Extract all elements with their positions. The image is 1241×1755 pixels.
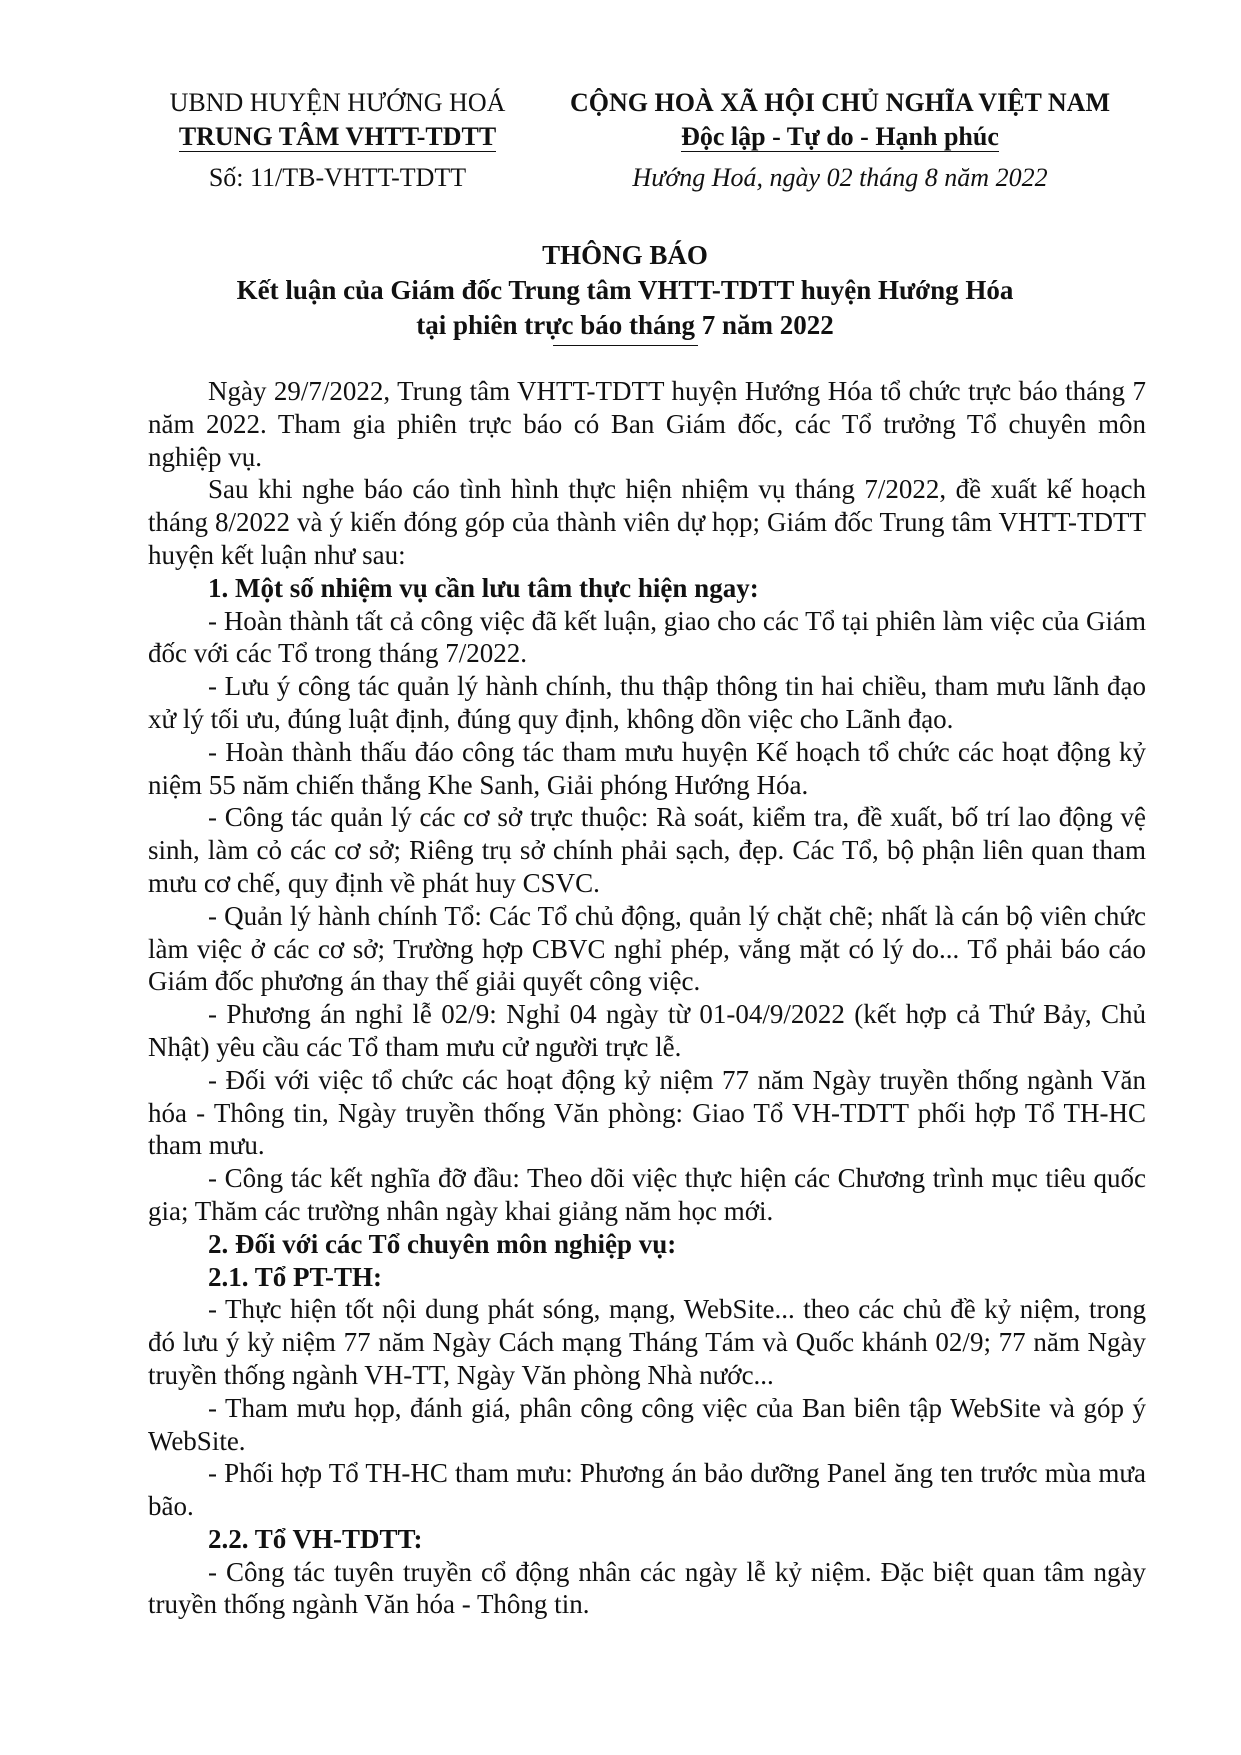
list-item: - Hoàn thành thấu đáo công tác tham mưu huyện Kế hoạch tổ chức các hoạt động kỷ niệm 55 năm chiến thắng Khe Sanh, Giải phóng Hướng Hóa. [148,736,1146,800]
subsection-heading: 2.2. Tổ VH-TDTT: [208,1523,423,1554]
list-item: - Phối hợp Tổ TH-HC tham mưu: Phương án bảo dưỡng Panel ăng ten trước mùa mưa bão. [148,1458,1146,1522]
list-item: - Lưu ý công tác quản lý hành chính, thu thập thông tin hai chiều, tham mưu lãnh đạo xử lý tối ưu, đúng luật định, đúng quy định, không dồn việc cho Lãnh đạo. [148,671,1146,734]
list-item: - Quản lý hành chính Tổ: Các Tổ chủ động, quản lý chặt chẽ; nhất là cán bộ viên chức làm việc ở các cơ sở; Trường hợp CBVC nghỉ phép, vắng mặt có lý do... Tổ phải báo cáo Giám đốc phương án thay thế giải quyết công việc. [148,900,1146,997]
national-motto: Độc lập - Tự do - Hạnh phúc [681,122,999,151]
list-item: - Công tác kết nghĩa đỡ đầu: Theo dõi việc thực hiện các Chương trình mục tiêu quốc gia; Thăm các trường nhân ngày khai giảng năm học mới. [148,1163,1146,1226]
list-item: - Thực hiện tốt nội dung phát sóng, mạng, WebSite... theo các chủ đề kỷ niệm, trong đó lưu ý kỷ niệm 77 năm Ngày Cách mạng Tháng Tám và Quốc khánh 02/9; 77 năm Ngày truyền thống ngành VH-TT, Ngày Văn phòng Nhà nước... [148,1294,1146,1390]
list-item: - Đối với việc tổ chức các hoạt động kỷ niệm 77 năm Ngày truyền thống ngành Văn hóa - Thông tin, Ngày truyền thống Văn phòng: Giao Tổ VH-TDTT phối hợp Tổ TH-HC tham mưu. [148,1064,1146,1161]
list-item: - Hoàn thành tất cả công việc đã kết luận, giao cho các Tổ tại phiên làm việc của Giám đốc với các Tổ trong tháng 7/2022. [148,605,1146,669]
list-item: - Công tác quản lý các cơ sở trực thuộc: Rà soát, kiểm tra, đề xuất, bố trí lao động vệ sinh, làm cỏ các cơ sở; Riêng trụ sở chính phải sạch, đẹp. Các Tổ, bộ phận liên quan tham mưu cơ chế, quy định về phát huy CSVC. [148,802,1146,898]
section-heading: 1. Một số nhiệm vụ cần lưu tâm thực hiện ngay: [208,572,759,603]
document-number: Số: 11/TB-VHTT-TDTT [208,163,467,192]
list-item: - Tham mưu họp, đánh giá, phân công công việc của Ban biên tập WebSite và góp ý WebSite. [148,1392,1146,1456]
issuing-agency: TRUNG TÂM VHTT-TDTT [178,122,497,151]
title-underline [553,345,698,346]
nation-name: CỘNG HOÀ XÃ HỘI CHỦ NGHĨA VIỆT NAM [569,88,1111,117]
subject-line-2: tại phiên trực báo tháng 7 năm 2022 [416,310,834,340]
place-date: Hướng Hoá, ngày 02 tháng 8 năm 2022 [632,163,1048,192]
intro-paragraph: Ngày 29/7/2022, Trung tâm VHTT-TDTT huyện Hướng Hóa tổ chức trực báo tháng 7 năm 2022. Tham gia phiên trực báo có Ban Giám đốc, các Tổ trưởng Tổ chuyên môn nghiệp vụ. [148,376,1146,472]
section-heading: 2. Đối với các Tổ chuyên môn nghiệp vụ: [208,1228,677,1259]
list-item: - Công tác tuyên truyền cổ động nhân các ngày lễ kỷ niệm. Đặc biệt quan tâm ngày truyền thống ngành Văn hóa - Thông tin. [148,1556,1146,1620]
subsection-heading: 2.1. Tổ PT-TH: [208,1261,383,1292]
subject-line-1: Kết luận của Giám đốc Trung tâm VHTT-TDTT huyện Hướng Hóa [236,275,1014,305]
list-item: - Phương án nghỉ lễ 02/9: Nghỉ 04 ngày từ 01-04/9/2022 (kết hợp cả Thứ Bảy, Chủ Nhật) yêu cầu các Tổ tham mưu cử người trực lễ. [148,999,1146,1062]
document-body [148,375,1146,1621]
national-title [540,86,1140,154]
intro-paragraph: Sau khi nghe báo cáo tình hình thực hiện nhiệm vụ tháng 7/2022, đề xuất kế hoạch tháng 8/2022 và ý kiến đóng góp của thành viên dự họp; Giám đốc Trung tâm VHTT-TDTT huyện kết luận như sau: [148,474,1146,570]
document-title [130,238,1120,346]
parent-agency: UBND HUYỆN HƯỚNG HOÁ [169,88,506,117]
issuing-authority [145,86,530,154]
document-type: THÔNG BÁO [542,240,708,270]
